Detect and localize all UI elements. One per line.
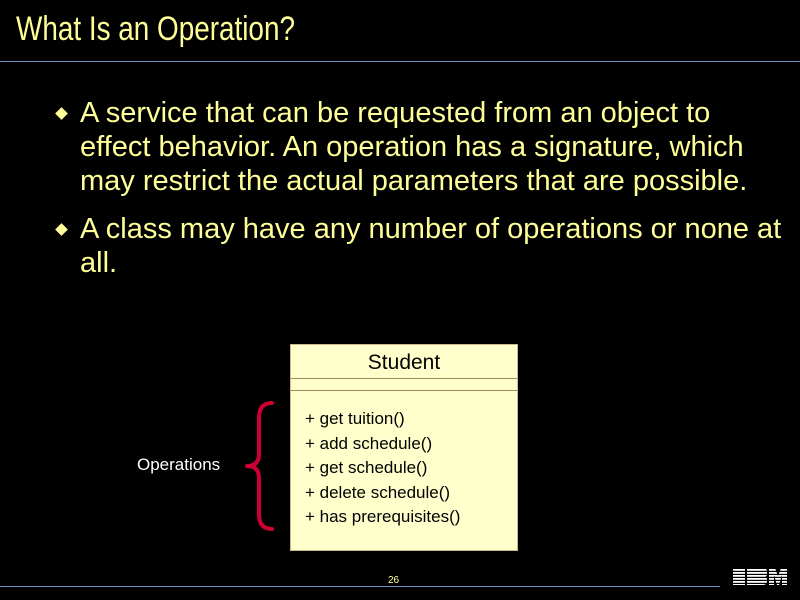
diamond-bullet-icon — [55, 223, 68, 236]
bullet-text: A class may have any number of operations or none at all. — [80, 213, 782, 279]
ibm-logo-icon — [732, 566, 788, 588]
attributes-divider — [291, 390, 517, 391]
footer-divider — [0, 586, 720, 587]
class-name: Student — [367, 351, 441, 374]
bullet-text: A service that can be requested from an object to effect behavior. An operation has a signature, which may restrict the actual parameters that are possible. — [80, 97, 748, 197]
operation-item: + has prerequisites() — [305, 507, 461, 526]
operation-item: + get tuition() — [305, 409, 405, 428]
title-divider — [0, 61, 800, 62]
operations-list — [305, 407, 460, 530]
bullet-list — [54, 96, 784, 294]
diamond-bullet-icon — [55, 107, 68, 120]
operation-item: + delete schedule() — [305, 482, 451, 502]
operation-item: + add schedule() — [305, 433, 433, 453]
page-number: 26 — [388, 575, 400, 586]
curly-brace-icon — [242, 400, 276, 532]
operations-label: Operations — [137, 455, 221, 474]
bullet-item — [54, 96, 784, 198]
uml-class-box — [290, 344, 518, 551]
class-name-divider — [291, 378, 517, 379]
slide-title: What Is an Operation? — [16, 10, 295, 48]
bullet-item — [54, 212, 784, 280]
operation-item: + get schedule() — [305, 458, 428, 477]
